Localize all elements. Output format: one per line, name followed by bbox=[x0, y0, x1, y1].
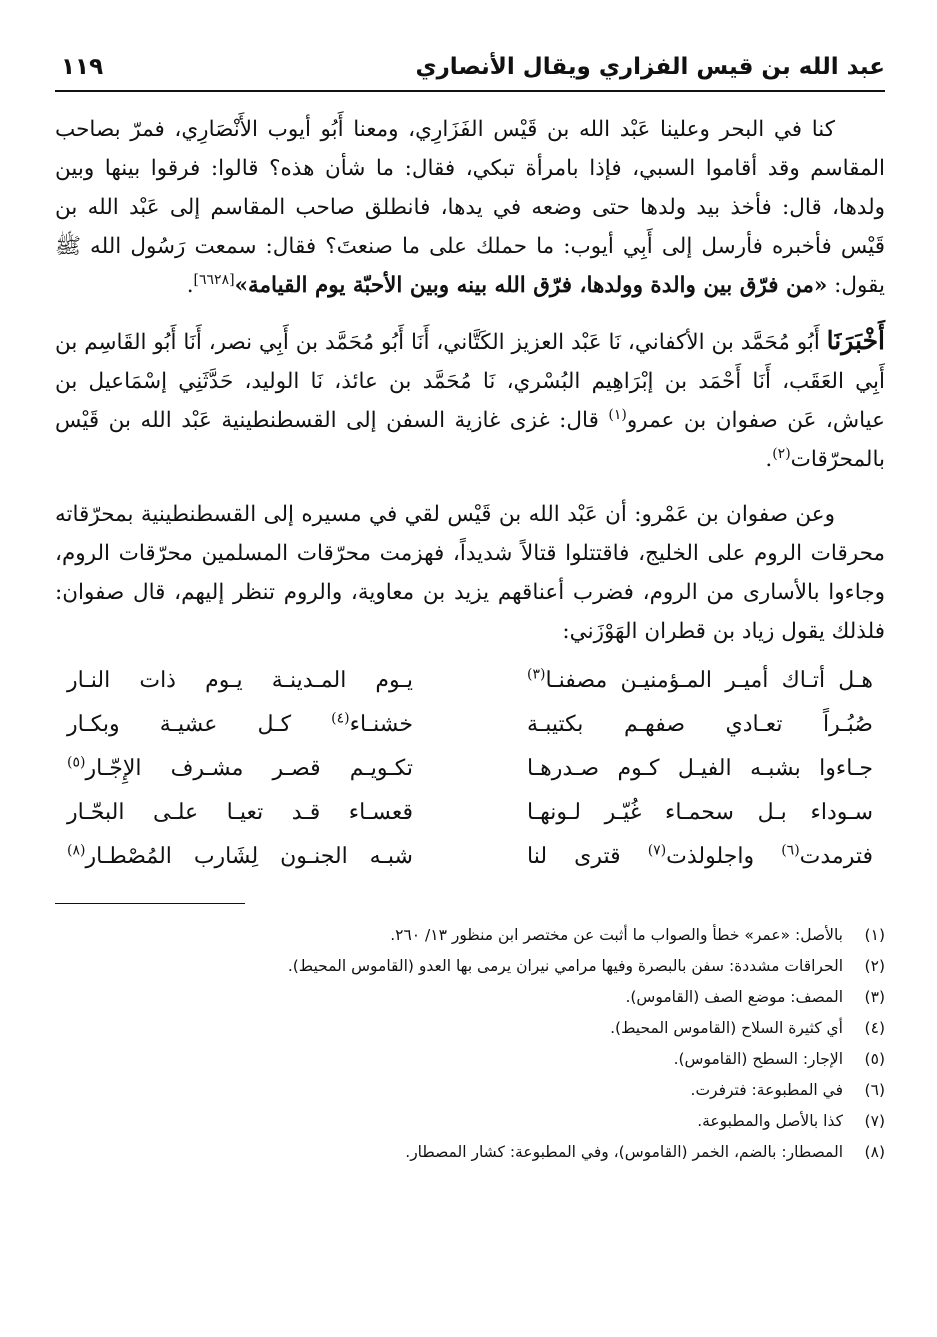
page-number: ١١٩ bbox=[61, 54, 104, 80]
paragraph-2 bbox=[55, 321, 885, 479]
paragraph-text: أَبُو مُحَمَّد بن الأكفاني، نَا عَبْد العزيز الكَتَّاني، أَنَا أَبُو مُحَمَّد بن أَبِي نصر، أَنَا أَبُو القَاسِم بن أَبِي العَقَب، أَنَا أَحْمَد بن إبْرَاهِيم البُسْري، نَا مُحَمَّد بن عائذ، نَا الوليد، حَدَّثَنِي إسْمَاعيل بن عياش، عَن صفوان بن عمرو bbox=[55, 330, 885, 433]
verse-first-half bbox=[515, 791, 885, 835]
footnote-item bbox=[55, 1075, 885, 1106]
hemistich-text: واجلولذت bbox=[666, 844, 782, 869]
paragraph-text: كنا في البحر وعلينا عَبْد الله بن قَيْس الفَزَارِي، ومعنا أَبُو أيوب الأَنْصَارِي، فمرّ بصاحب المقاسم وقد أقاموا السبي، فإذا بامرأة تبكي، فقال: ما شأن هذه؟ قالوا: فرقوا بينها وبين ولدها، قال: فأخذ بيد ولدها حتى وضعه في يدها، فانطلق صاحب المقاسم إلى عَبْد الله بن قَيْس فأخبره فأرسل إلى أَبِي أيوب: ما حملك على ما صنعتَ؟ فقال: سمعت رَسُول الله ﷺ يقول: bbox=[55, 117, 885, 298]
footnote-text: الإجار: السطح (القاموس). bbox=[673, 1050, 843, 1068]
footnote-marker[interactable]: (٨) bbox=[67, 842, 86, 859]
footnote-item bbox=[55, 1044, 885, 1075]
footnote-item bbox=[55, 951, 885, 982]
poem bbox=[55, 659, 885, 879]
footnote-marker[interactable]: (٣) bbox=[527, 666, 546, 683]
footnote-number: (٥) bbox=[864, 1050, 885, 1068]
footnote-number: (٨) bbox=[864, 1143, 885, 1161]
hemistich-text: صُبُـراً تعـادي صفهـم بكتيبـة bbox=[527, 712, 873, 737]
verse-first-half bbox=[515, 747, 885, 791]
footnote-item bbox=[55, 982, 885, 1013]
paragraph-3 bbox=[55, 495, 885, 651]
footnote-text: أي كثيرة السلاح (القاموس المحيط). bbox=[610, 1019, 843, 1037]
footnote-marker[interactable]: (٥) bbox=[67, 754, 86, 771]
footnote-number: (١) bbox=[864, 926, 885, 944]
footnote-marker[interactable]: (١) bbox=[608, 406, 627, 423]
footnote-separator bbox=[55, 903, 245, 904]
hemistich-text: قترى لنا bbox=[527, 844, 648, 869]
footnote-number: (٤) bbox=[864, 1019, 885, 1037]
poem-verse bbox=[55, 791, 885, 835]
poem-verse bbox=[55, 835, 885, 879]
main-text bbox=[55, 110, 885, 879]
footnote-marker[interactable]: (٧) bbox=[647, 842, 667, 859]
book-page bbox=[55, 40, 885, 1310]
hemistich-text: جـاءوا بشبـه الفيـل كـوم صـدرهـا bbox=[527, 756, 873, 781]
poem-verse bbox=[55, 703, 885, 747]
isnad-lead-word: أَخْبَرَنَا bbox=[826, 326, 885, 355]
footnote-number: (٢) bbox=[864, 957, 885, 975]
footnote-text: في المطبوعة: فترفرت. bbox=[690, 1081, 843, 1099]
verse-second-half bbox=[55, 835, 425, 879]
paragraph-tail: . bbox=[186, 273, 194, 298]
footnote-item bbox=[55, 1013, 885, 1044]
verse-second-half bbox=[55, 659, 425, 703]
paragraph-1 bbox=[55, 110, 885, 305]
hemistich-text: قعسـاء قـد تعيـا علـى البحّـار bbox=[67, 800, 413, 825]
running-title: عبد الله بن قيس الفزاري ويقال الأنصاري bbox=[415, 54, 885, 80]
footnote-text: بالأصل: «عمر» خطأ والصواب ما أثبت عن مختصر ابن منظور ١٣/ ٢٦٠. bbox=[390, 926, 843, 944]
footnote-number: (٦) bbox=[864, 1081, 885, 1099]
footnote-item bbox=[55, 1106, 885, 1137]
verse-second-half bbox=[55, 703, 425, 747]
hadith-quote: «من فرّق بين والدة وولدها، فرّق الله بينه وبين الأحبّة يوم القيامة» bbox=[234, 273, 828, 298]
hemistich-text: كـل عشيـة وبكـار bbox=[67, 712, 332, 737]
running-header bbox=[55, 40, 885, 92]
poem-verse bbox=[55, 659, 885, 703]
hemistich-text: يـوم المـدينـة يـوم ذات النـار bbox=[67, 668, 413, 693]
verse-second-half bbox=[55, 791, 425, 835]
hadith-reference-number: [٦٦٢٨] bbox=[193, 271, 235, 288]
footnote-item bbox=[55, 1137, 885, 1168]
footnote-text: كذا بالأصل والمطبوعة. bbox=[697, 1112, 843, 1130]
verse-first-half bbox=[515, 703, 885, 747]
footnote-text: المصطار: بالضم، الخمر (القاموس)، وفي المطبوعة: كشار المصطار. bbox=[405, 1143, 843, 1161]
verse-second-half bbox=[55, 747, 425, 791]
footnote-text: الحراقات مشددة: سفن بالبصرة وفيها مرامي نيران يرمى بها العدو (القاموس المحيط). bbox=[287, 957, 843, 975]
footnote-text: المصف: موضع الصف (القاموس). bbox=[625, 988, 843, 1006]
footnote-marker[interactable]: (٦) bbox=[781, 842, 800, 859]
paragraph-tail: . bbox=[765, 447, 773, 472]
hemistich-text: فترمدت bbox=[799, 844, 873, 869]
footnote-item bbox=[55, 920, 885, 951]
footnote-number: (٧) bbox=[864, 1112, 885, 1130]
footnote-marker[interactable]: (٤) bbox=[331, 710, 350, 727]
hemistich-text: هـل أتـاك أميـر المـؤمنيـن مصفنـا bbox=[545, 668, 873, 693]
footnotes bbox=[55, 920, 885, 1168]
hemistich-text: سـوداء بـل سحمـاء غُيّـر لـونهـا bbox=[527, 800, 873, 825]
verse-first-half bbox=[515, 659, 885, 703]
paragraph-text: قال: غزى غازية السفن إلى القسطنطينية عَبْد الله بن قَيْس بالمحرّقات bbox=[55, 408, 885, 472]
hemistich-text: تكـويـم قصـر مشـرف الإِجّـار bbox=[85, 756, 413, 781]
footnote-marker[interactable]: (٢) bbox=[772, 445, 791, 462]
footnote-number: (٣) bbox=[864, 988, 885, 1006]
poem-verse bbox=[55, 747, 885, 791]
hemistich-text: شبـه الجنـون لِشَارب المُصْطـار bbox=[85, 844, 413, 869]
hemistich-text: خشنـاء bbox=[349, 712, 413, 737]
verse-first-half bbox=[515, 835, 885, 879]
paragraph-text: وعن صفوان بن عَمْرو: أن عَبْد الله بن قَيْس لقي في مسيره إلى القسطنطينية بمحرّقاته محرقات الروم على الخليج، فاقتتلوا قتالاً شديداً، فهزمت محرّقات المسلمين محرّقات الروم، وجاءوا بالأسارى من الروم، فضرب أعناقهم يزيد بن معاوية، والروم تنظر إليهم، قال صفوان: فلذلك يقول زياد بن قطران الهَوْزَني: bbox=[55, 502, 885, 644]
